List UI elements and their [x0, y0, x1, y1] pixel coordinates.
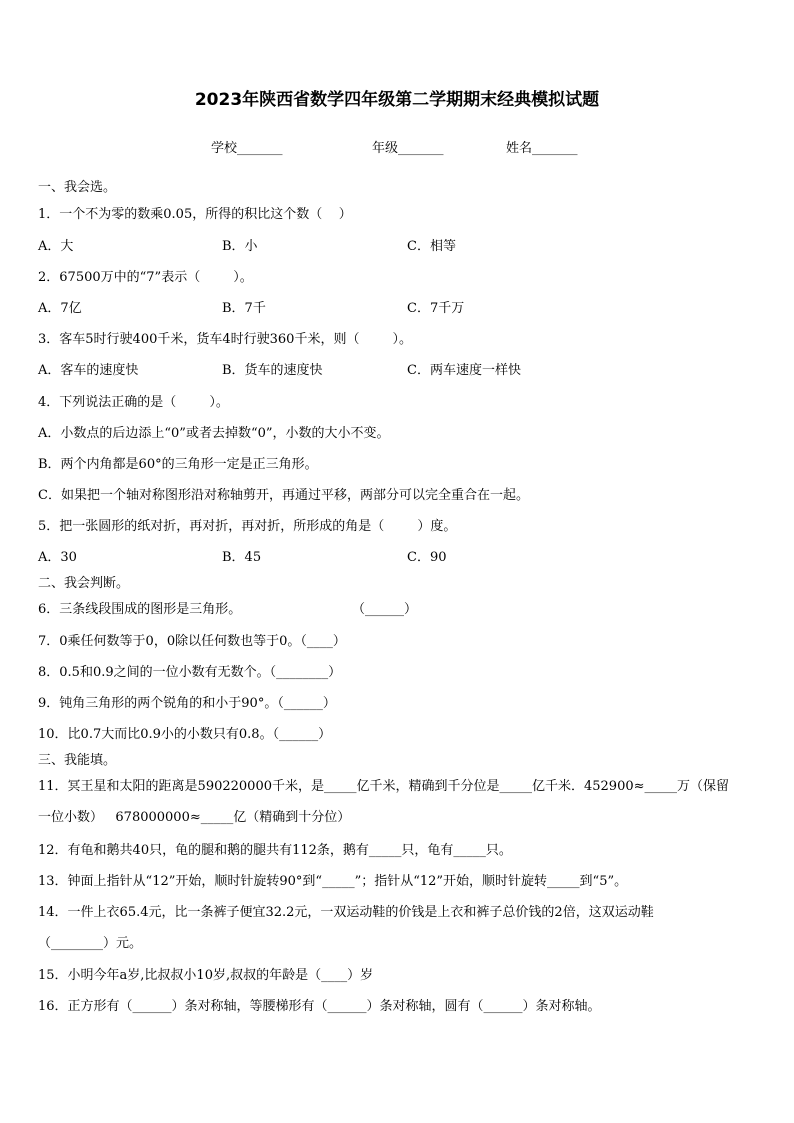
- question-11-continued: 一位小数） 678000000≈_____亿（精确到十分位）: [38, 810, 351, 825]
- question-10: 10．比0.7大而比0.9小的小数只有0.8。（______）: [38, 727, 332, 742]
- question-9: 9．钝角三角形的两个锐角的和小于90°。（______）: [38, 696, 336, 711]
- question-13: 13．钟面上指针从“12”开始，顺时针旋转90°到“_____”；指针从“12”开始，顺时针旋转_____到“5”。: [38, 874, 628, 889]
- question-8: 8．0.5和0.9之间的一位小数有无数个。（________）: [38, 665, 342, 680]
- grade-field: 年级_______: [372, 141, 444, 156]
- q3-option-a: A．客车的速度快: [38, 363, 139, 378]
- page-title: 2023年陕西省数学四年级第二学期期末经典模拟试题: [194, 90, 600, 110]
- q1-option-a: A．大: [38, 239, 74, 254]
- question-12: 12．有龟和鹅共40只，龟的腿和鹅的腿共有112条，鹅有_____只，龟有_____只。: [38, 843, 512, 858]
- q3-option-c: C．两车速度一样快: [407, 363, 521, 378]
- question-11: 11．冥王星和太阳的距离是590220000千米，是_____亿千米，精确到千分位是_____亿千米．452900≈_____万（保留: [38, 779, 730, 794]
- q1-option-c: C．相等: [407, 239, 456, 254]
- section-heading-choice: 一、我会选。: [38, 180, 117, 195]
- question-16: 16．正方形有（______）条对称轴，等腰梯形有（______）条对称轴，圆有（______）条对称轴。: [38, 999, 601, 1014]
- q4-option-c: C．如果把一个轴对称图形沿对称轴剪开，再通过平移，两部分可以完全重合在一起。: [38, 488, 529, 503]
- question-2: 2．67500万中的“7”表示（ ）。: [38, 270, 253, 285]
- question-5: 5．把一张圆形的纸对折，再对折，再对折，所形成的角是（ ）度。: [38, 519, 457, 534]
- question-3: 3．客车5时行驶400千米，货车4时行驶360千米，则（ ）。: [38, 332, 412, 347]
- q2-option-a: A．7亿: [38, 301, 82, 316]
- name-field: 姓名_______: [506, 141, 578, 156]
- q4-option-b: B．两个内角都是60°的三角形一定是正三角形。: [38, 457, 318, 472]
- section-heading-judge: 二、我会判断。: [38, 576, 130, 591]
- q5-option-a: A．30: [38, 550, 77, 565]
- q1-option-b: B．小: [222, 239, 258, 254]
- q2-option-b: B．7千: [222, 301, 266, 316]
- question-4: 4．下列说法正确的是（ ）。: [38, 395, 229, 410]
- q5-option-c: C．90: [407, 550, 447, 565]
- section-heading-fill: 三、我能填。: [38, 753, 117, 768]
- q6-answer-blank: （______）: [352, 602, 418, 617]
- question-14-continued: （________）元。: [38, 936, 143, 951]
- question-1: 1．一个不为零的数乘0.05，所得的积比这个数（ ）: [38, 207, 352, 222]
- question-14: 14．一件上衣65.4元，比一条裤子便宜32.2元，一双运动鞋的价钱是上衣和裤子总价钱的2倍，这双运动鞋: [38, 905, 654, 920]
- q4-option-a: A．小数点的后边添上“0”或者去掉数“0”，小数的大小不变。: [38, 426, 390, 441]
- q2-option-c: C．7千万: [407, 301, 465, 316]
- question-15: 15．小明今年a岁,比叔叔小10岁,叔叔的年龄是（____）岁: [38, 968, 374, 983]
- school-field: 学校_______: [211, 141, 283, 156]
- q5-option-b: B．45: [222, 550, 262, 565]
- question-6: 6．三条线段围成的图形是三角形。: [38, 602, 242, 617]
- question-7: 7．0乘任何数等于0，0除以任何数也等于0。（____）: [38, 634, 346, 649]
- q3-option-b: B．货车的速度快: [222, 363, 323, 378]
